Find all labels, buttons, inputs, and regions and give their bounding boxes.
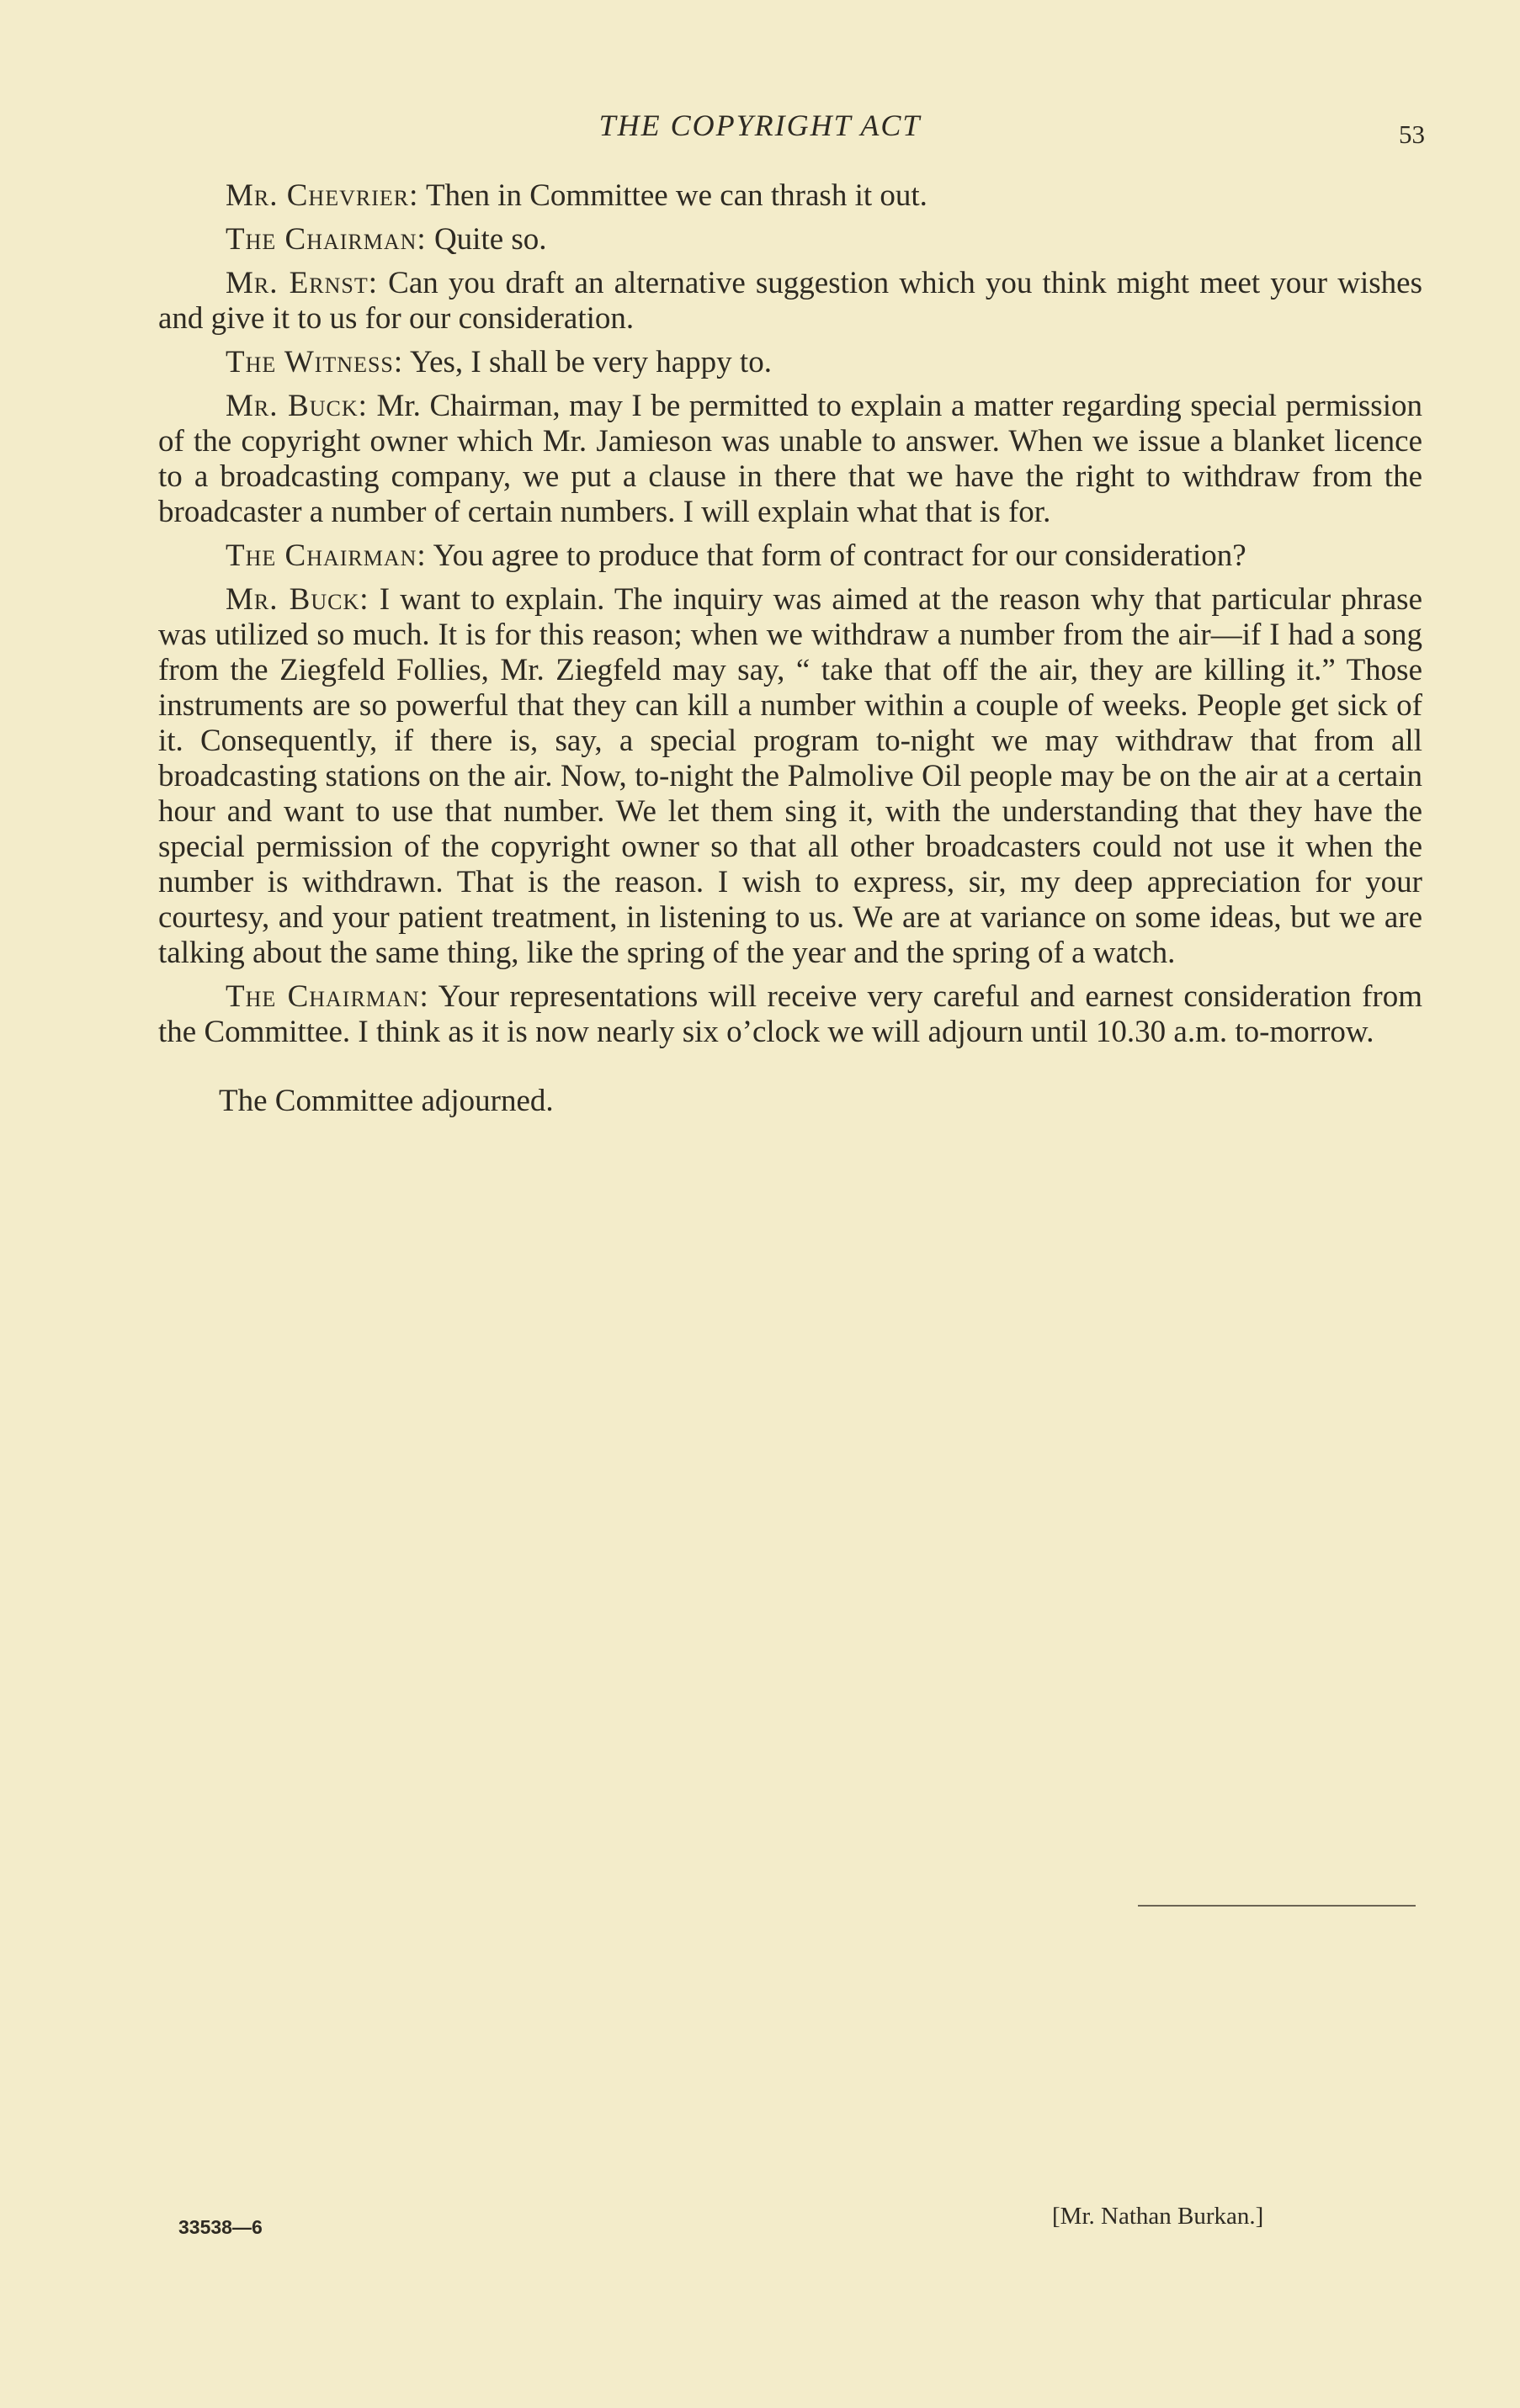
speaker-name: The Chairman: — [226, 979, 429, 1014]
speech-text: Yes, I shall be very happy to. — [403, 345, 772, 379]
speaker-name: Mr. Buck: — [226, 582, 369, 617]
page-number: 53 — [1399, 119, 1425, 149]
running-head: THE COPYRIGHT ACT — [598, 109, 922, 142]
divider-rule — [1138, 1905, 1416, 1907]
paragraph — [158, 266, 1422, 337]
speech-text: Then in Committee we can thrash it out. — [418, 178, 927, 213]
paragraph — [158, 582, 1422, 971]
speaker-name: The Chairman: — [226, 222, 427, 257]
paragraph — [158, 345, 1422, 380]
paragraph — [158, 222, 1422, 257]
speech-text: Mr. Chairman, may I be permitted to explain a matter regarding special permission of the copyright owner which Mr. Jamieson was unable to answer. When we issue a blanket licence to a broadcasting company, we put a clause in there that we have the right to withdraw from the broadcaster a number of certain numbers. I will explain what that is for. — [158, 389, 1422, 529]
speech-text: I want to explain. The inquiry was aimed at the reason why that particular phrase was utilized so much. It is for this reason; when we withdraw a number from the air—if I had a song from the Ziegfeld Follies, Mr. Ziegfeld may say, “ take that off the air, they are killing it.” Those instruments are so powerful that they can kill a number within a couple of weeks. People get sick of it. Consequently, if there is, say, a special program to-night we may withdraw that from all broadcasting stations on the air. Now, to-night the Palmolive Oil people may be on the air at a certain hour and want to use that number. We let them sing it, with the understanding that they have the special permission of the copyright owner so that all other broadcasters could not use it when the number is withdrawn. That is the reason. I wish to express, sir, my deep appreciation for your courtesy, and your patient treatment, in listening to us. We are at variance on some ideas, but we are talking about the same thing, like the spring of the year and the spring of a watch. — [158, 582, 1422, 970]
paragraph — [158, 538, 1422, 574]
paragraph — [158, 979, 1422, 1050]
speech-text: Your representations will receive very careful and earnest consideration from the Committee. I think as it is now nearly six o’clock we will adjourn until 10.30 a.m. to-morrow. — [158, 979, 1422, 1049]
speaker-name: Mr. Chevrier: — [226, 178, 419, 213]
speech-text: Can you draft an alternative suggestion which you think might meet your wishes and give it to us for our consideration. — [158, 266, 1422, 336]
paragraph — [158, 178, 1422, 214]
speaker-name: The Witness: — [226, 345, 404, 379]
printer-signature: 33538—6 — [178, 2216, 263, 2238]
speaker-name: The Chairman: — [226, 538, 427, 573]
speaker-name: Mr. Buck: — [226, 389, 368, 423]
next-witness-catchword: [Mr. Nathan Burkan.] — [1052, 2203, 1264, 2230]
speech-text: You agree to produce that form of contract for our consideration? — [426, 538, 1246, 573]
paragraph — [158, 389, 1422, 530]
adjournment-note: The Committee adjourned. — [219, 1084, 554, 1118]
transcript-body — [158, 178, 1422, 1127]
speaker-name: Mr. Ernst: — [226, 266, 378, 300]
speech-text: Quite so. — [426, 222, 547, 257]
